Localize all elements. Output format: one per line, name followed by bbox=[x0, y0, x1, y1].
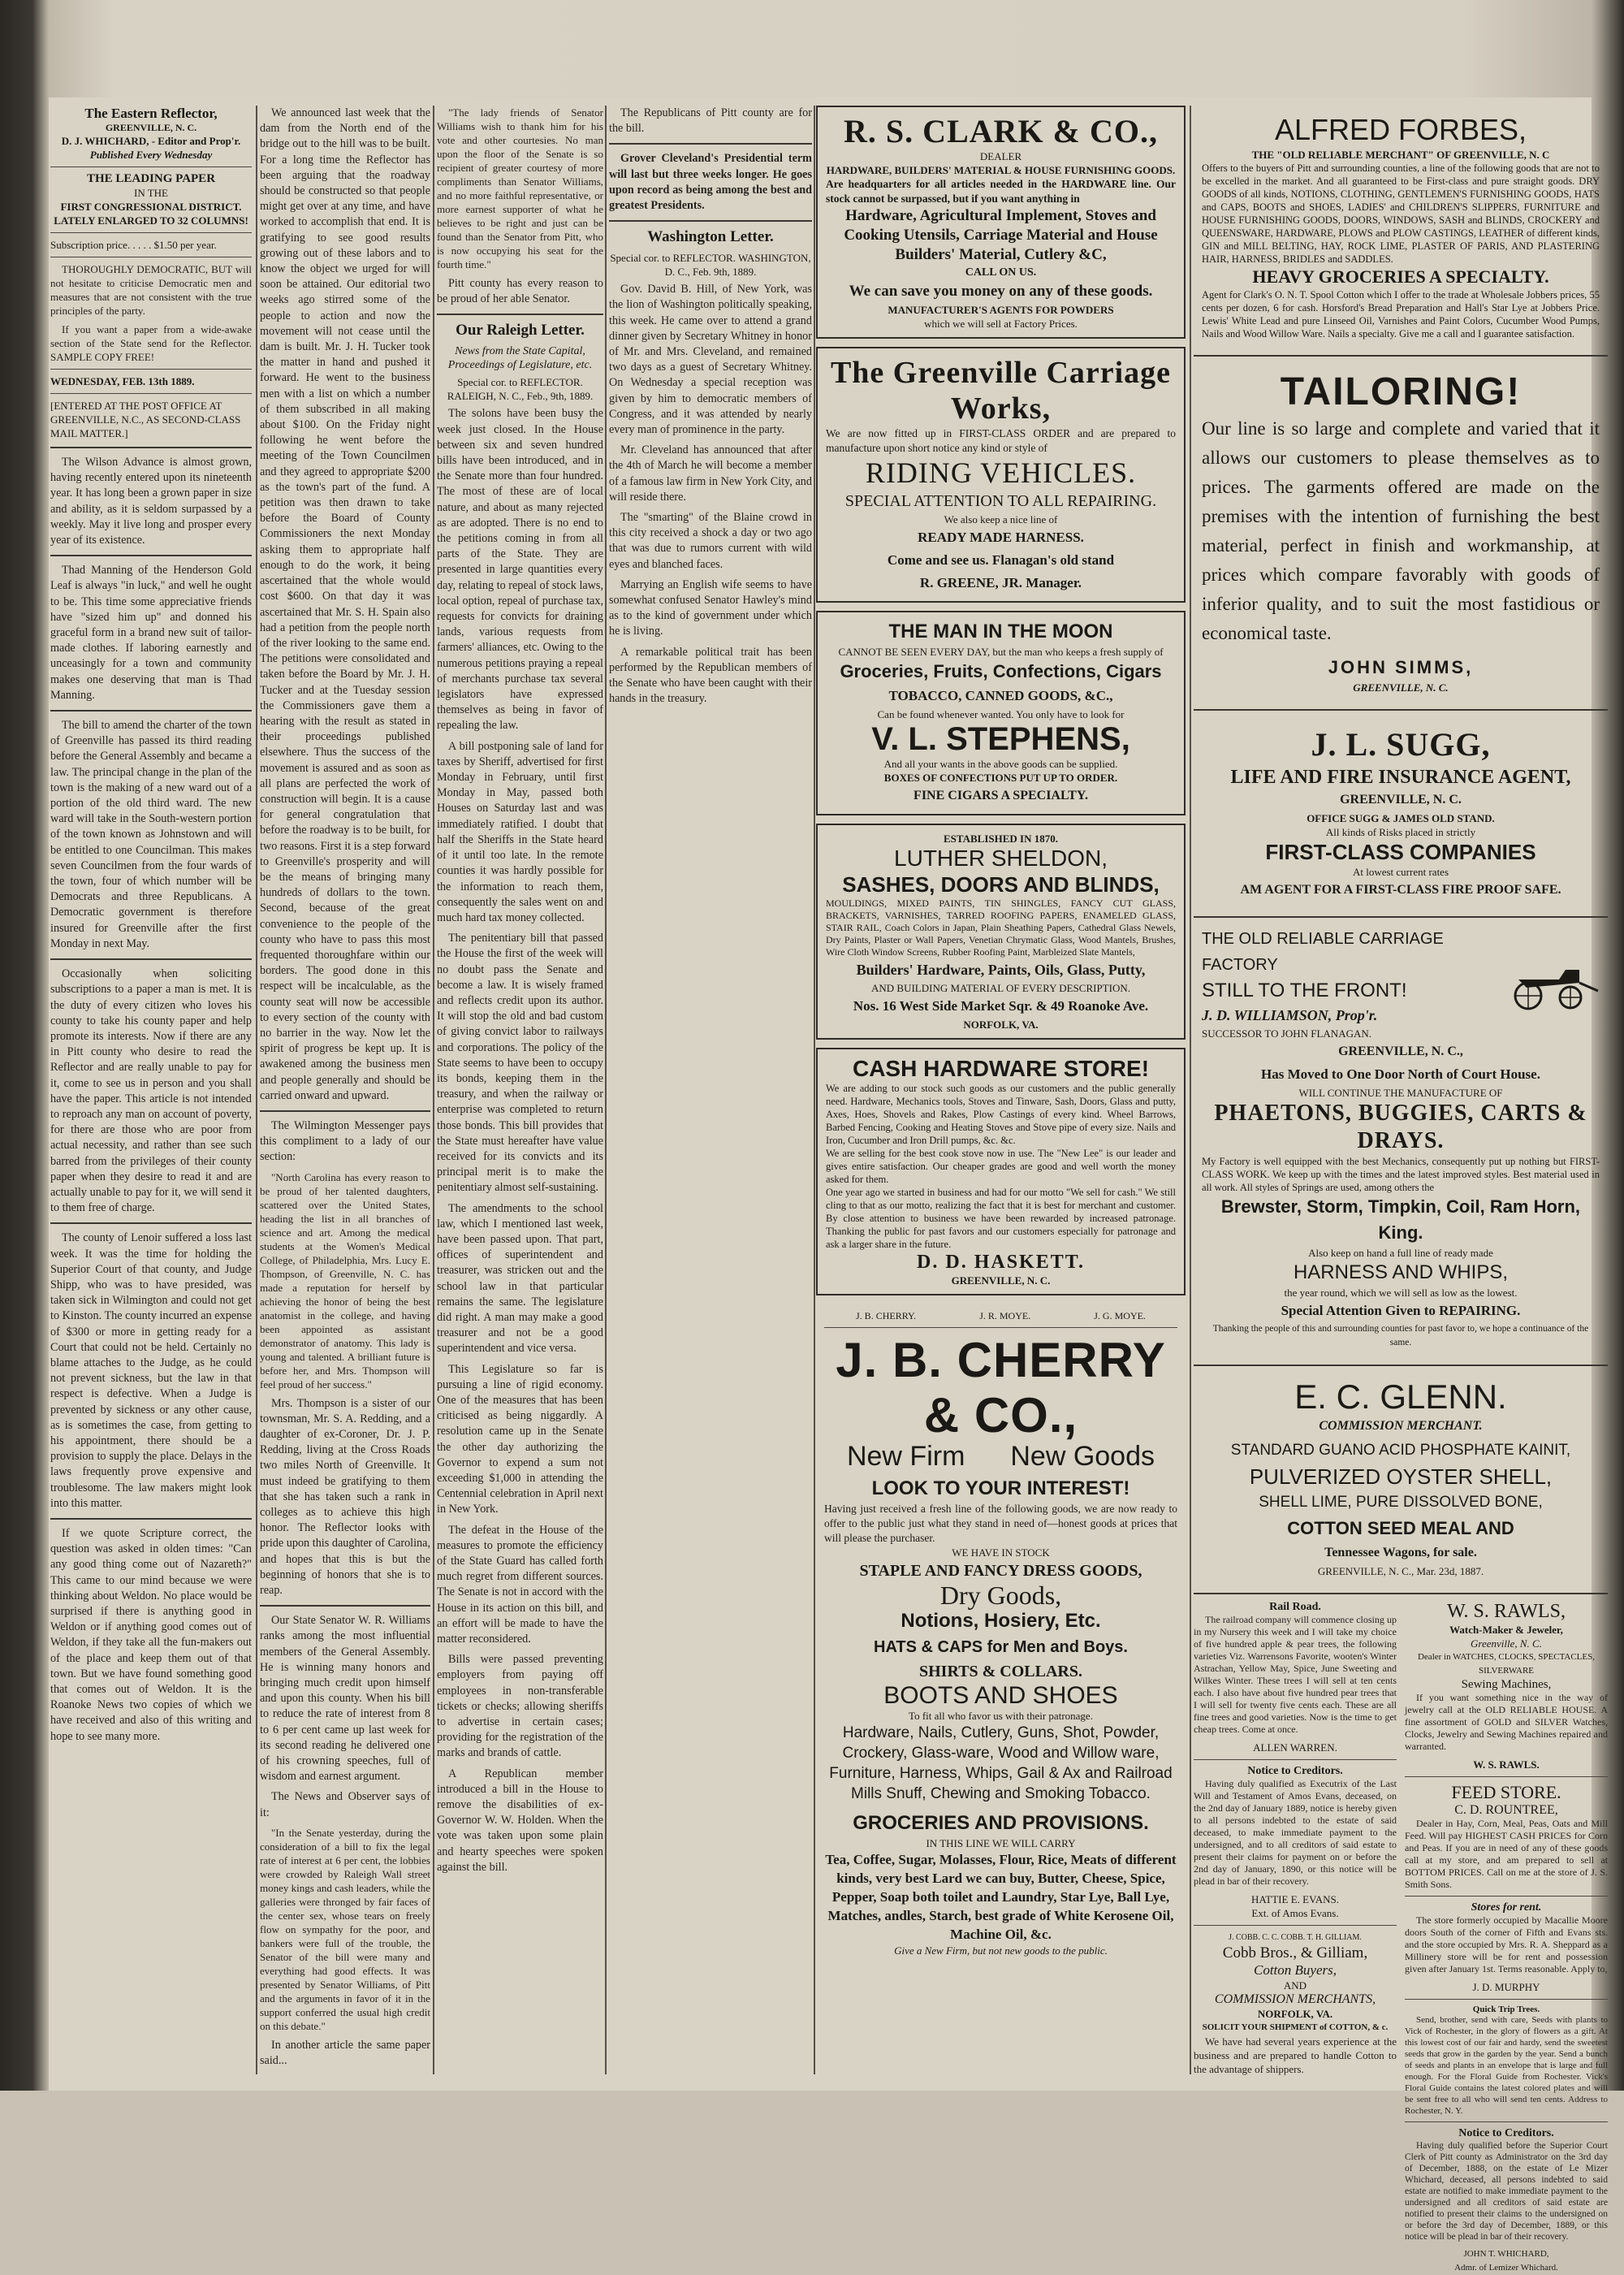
cherry-interest: LOOK TO YOUR INTEREST! bbox=[871, 1477, 1130, 1499]
article-paragraph: In another article the same paper said... bbox=[260, 2038, 430, 2068]
williamson-line: My Factory is well equipped with the best Mechanics, consequently put up nothing but FIRST-CLASS WORK. We keep up with the times and the latest improved styles. Best material used in all work. All styles of Springs are used, among others the bbox=[1202, 1156, 1600, 1193]
column-rule bbox=[1190, 106, 1191, 2074]
tagline: LATELY ENLARGED TO 32 COLUMNS! bbox=[54, 214, 248, 227]
clark-name: R. S. CLARK & CO., bbox=[844, 113, 1158, 149]
washington-letter-title: Washington Letter. bbox=[647, 228, 774, 246]
partner-name: J. G. MOYE. bbox=[1094, 1310, 1146, 1321]
sugg-line: AM AGENT FOR A FIRST-CLASS FIRE PROOF SAFE. bbox=[1240, 883, 1561, 897]
sugg-ad bbox=[1194, 717, 1608, 908]
clark-line: which we will sell at Factory Prices. bbox=[924, 318, 1078, 330]
tailoring-ad bbox=[1194, 363, 1608, 701]
carriage-works-line: We are now fitted up in FIRST-CLASS ORDER and are prepared to manufacture upon short notice any kind or style of bbox=[826, 427, 1176, 454]
moon-line: CANNOT BE SEEN EVERY DAY, but the man who keeps a fresh supply of bbox=[838, 646, 1164, 658]
tailoring-city: GREENVILLE, N. C. bbox=[1353, 681, 1449, 694]
article-paragraph: Bills were passed preventing employers from paying off employees in non-transferable tickets or checks; allowing sheriffs to advertise in certain cases; providing for the registration of the marks and brands of cattle. bbox=[437, 1653, 603, 1760]
moon-stephens: V. L. STEPHENS, bbox=[871, 721, 1130, 757]
carriage-works-line: SPECIAL ATTENTION TO ALL REPAIRING. bbox=[844, 492, 1157, 510]
cherry-fit: To fit all who favor us with their patronage. bbox=[909, 1710, 1093, 1722]
clark-ad bbox=[816, 106, 1186, 339]
tailoring-signature: JOHN SIMMS, bbox=[1328, 657, 1474, 677]
quoted-paragraph: "North Carolina has every reason to be proud of her talented daughters, scattered over the United States, heading the list in all branches of science and art. Among the medical students at the Women's Medical College, of Philadelphia, Mrs. Lucy E. Thompson, of Greenville, N. C. has made a reputation for herself by achieving the honor of being the best anatomist in the college, and having been appointed as assistant demonstrator of anatomy. This lady is young and talented. A brilliant future is before her, and Mrs. Thompson will feel proud of her success." bbox=[260, 1170, 430, 1391]
williamson-line: STILL TO THE FRONT! bbox=[1202, 980, 1407, 1001]
sheldon-ad bbox=[816, 824, 1186, 1040]
creditors-title: Notice to Creditors. bbox=[1247, 1765, 1343, 1777]
cherry-shirts: SHIRTS & COLLARS. bbox=[918, 1663, 1082, 1680]
carriage-works-line: READY MADE HARNESS. bbox=[918, 530, 1084, 545]
sheldon-line: SASHES, DOORS AND BLINDS, bbox=[842, 872, 1160, 897]
sheldon-name: LUTHER SHELDON, bbox=[894, 846, 1108, 871]
column-rule bbox=[256, 106, 257, 2074]
railroad-signature: ALLEN WARREN. bbox=[1253, 1741, 1337, 1754]
williamson-ad bbox=[1194, 924, 1608, 1356]
haskett-signature: D. D. HASKETT. bbox=[917, 1252, 1085, 1273]
williamson-line: PHAETONS, BUGGIES, CARTS & DRAYS. bbox=[1214, 1101, 1587, 1153]
cherry-ad bbox=[816, 1304, 1186, 1964]
column-3 bbox=[609, 106, 812, 2074]
column-rule bbox=[433, 106, 434, 2074]
carriage-works-name: The Greenville Carriage Works, bbox=[830, 356, 1172, 426]
article-paragraph: A Republican member introduced a bill in the House to remove the disabilities of ex-Governor W. W. Holden. When the vote was taken upon some plain and hearty speeches were spoken against the bill. bbox=[437, 1767, 603, 1874]
rent-signature: J. D. MURPHY bbox=[1472, 1981, 1540, 1993]
cherry-name: J. B. CHERRY & CO., bbox=[836, 1333, 1166, 1442]
washington-dateline: Special cor. to REFLECTOR. WASHINGTON, D. C., Feb. 9th, 1889. bbox=[610, 252, 811, 279]
haskett-body: We are selling for the best cook stove now in use. The "New Lee" is our leader and gives entire satisfaction. Our cheaper grades are good and well worth the money asked for them. bbox=[826, 1148, 1176, 1185]
trees-title: Quick Trip Trees. bbox=[1472, 2005, 1540, 2014]
tagline: THE LEADING PAPER bbox=[86, 172, 216, 185]
glenn-line: SHELL LIME, PURE DISSOLVED BONE, bbox=[1259, 1494, 1543, 1511]
small-notices-left bbox=[1194, 1601, 1397, 2275]
column-rule bbox=[814, 106, 815, 2074]
williamson-line: THE OLD RELIABLE CARRIAGE FACTORY bbox=[1202, 930, 1444, 974]
glenn-name: E. C. GLENN. bbox=[1294, 1378, 1507, 1416]
williamson-line: Thanking the people of this and surrounding counties for past favor to, we hope a continuance of the same. bbox=[1212, 1324, 1589, 1347]
carriage-works-line: R. GREENE, JR. Manager. bbox=[919, 575, 1082, 590]
williamson-line: J. D. WILLIAMSON, Prop'r. bbox=[1202, 1007, 1378, 1023]
article-paragraph: Mr. Cleveland has announced that after the 4th of March he will become a member of a famous law firm in New York City, and will reside there. bbox=[609, 443, 812, 504]
raleigh-letter-title: Our Raleigh Letter. bbox=[456, 322, 585, 340]
tagline: FIRST CONGRESSIONAL DISTRICT. bbox=[60, 201, 242, 213]
column-rule bbox=[605, 106, 607, 2074]
cherry-inline: IN THIS LINE WE WILL CARRY bbox=[926, 1837, 1076, 1849]
glenn-ad bbox=[1194, 1373, 1608, 1585]
cherry-groceries: GROCERIES AND PROVISIONS. bbox=[853, 1812, 1149, 1834]
article-paragraph: The penitentiary bill that passed the House the first of the week will no doubt pass the Senate and become a law. It is wisely framed and reflects credit upon its author. It will stop the old and bad custom of giving convict labor to railways and corporations. The policy of the State seems to have been to occupy its bonds, keeping them in the treasury, and when the railway or enterprise was completed to return those bonds. This bill provides that the State must hereafter have value received for its convicts and its principal merit is to make the penitentiary almost self-sustaining. bbox=[437, 932, 603, 1195]
sugg-line: All kinds of Risks placed in strictly bbox=[1325, 826, 1476, 838]
rent-body: The store formerly occupied by Macallie Moore doors South of the corner of Fifth and Evans sts. and the store occupied by Mrs. R. A. Sheppard as a Millinery store will be for rent and possession given after January 1st. Terms reasonable. Apply to, bbox=[1405, 1914, 1608, 1974]
haskett-name: CASH HARDWARE STORE! bbox=[852, 1056, 1150, 1081]
haskett-body: One year ago we started in business and had for our motto "We sell for cash." We still cling to that as our motto, realizing the fact that it is best for merchant and customer. By close attention to business we have been rewarded by increased patronage. Thanking the public for past favors and our customers especially for patronage and ask a larger share in the future. bbox=[826, 1187, 1176, 1250]
feed-name: C. D. ROUNTREE, bbox=[1454, 1803, 1558, 1817]
glenn-line: COTTON SEED MEAL AND bbox=[1287, 1518, 1514, 1538]
partner-name: J. B. CHERRY. bbox=[856, 1310, 917, 1321]
cherry-boots: BOOTS AND SHOES bbox=[883, 1682, 1118, 1709]
moon-line: BOXES OF CONFECTIONS PUT UP TO ORDER. bbox=[883, 772, 1118, 784]
clark-dealer: DEALER bbox=[979, 150, 1022, 162]
article-paragraph: Our State Senator W. R. Williams ranks among the most influential members of the General Assembly. He is winning many honors and bringing much credit upon himself and upon this county. When his bill to reduce the rate of interest from 8 to 6 per cent came up last week for its second reading he delivered one of his crowning speeches, full of wisdom and earnest argument. bbox=[260, 1614, 430, 1784]
forbes-body: Offers to the buyers of Pitt and surrounding counties, a line of the following goods that are not to be excelled in the market. And all guaranteed to be First-class and pure straight goods. DRY GOODS of all kinds, NOTIONS, CLOTHING, GENTLEMEN'S FURNISHING GOODS, HATS and CAPS, BOOTS and SHOES, LADIES' and CHILDREN'S SLIPPERS, FURNITURE and HOUSE FURNISHING GOODS, DOORS, WINDOWS, SASH and BLINDS, CROCKERY and QUEENSWARE, HARDWARE, PLOWS and PLOW CASTINGS, LEATHER of different kinds, GIN and MILL BELTING, HAY, ROCK LIME, PLASTER OF PARIS, AND PLASTERING HAIR, HARNESS, BRIDLES and SADDLES. bbox=[1202, 162, 1600, 265]
rawls-signature: W. S. RAWLS. bbox=[1473, 1758, 1540, 1771]
sugg-line: LIFE AND FIRE INSURANCE AGENT, bbox=[1230, 767, 1571, 788]
issue-date: WEDNESDAY, FEB. 13th 1889. bbox=[50, 375, 195, 387]
article-paragraph: The Wilmington Messenger pays this compliment to a lady of our section: bbox=[260, 1119, 430, 1164]
tailoring-title: TAILORING! bbox=[1280, 370, 1522, 413]
glenn-line: STANDARD GUANO ACID PHOSPHATE KAINIT, bbox=[1230, 1442, 1571, 1459]
sugg-line: GREENVILLE, N. C. bbox=[1340, 793, 1462, 807]
paper-city: GREENVILLE, N. C. bbox=[105, 122, 197, 133]
clark-line: CALL ON US. bbox=[965, 266, 1037, 279]
forbes-heavy: HEAVY GROCERIES A SPECIALTY. bbox=[1252, 266, 1549, 287]
column-2a bbox=[260, 106, 430, 2074]
quoted-paragraph: "In the Senate yesterday, during the consideration of a bill to fix the legal rate of interest at 6 per cent, the lobbies were crowded by Raleigh Wall street money kings and cash leaders, while the galleries were thronged by fair faces of the center sex, whose tears on freely flow on sympathy for the poor, and bankers were full of the trouble, the Senator of the bill were many and everything had good effects. It was presented by Senator Williams, of Pitt and the arguments in favor of it in the support conferred the usual high credit on this debate." bbox=[260, 1826, 430, 2032]
editor-line: D. J. WHICHARD, - Editor and Prop'r. bbox=[61, 135, 241, 147]
new-firm: New Firm bbox=[846, 1441, 965, 1472]
cobb-line: NORFOLK, VA. bbox=[1257, 2008, 1333, 2020]
williamson-line: Has Moved to One Door North of Court House. bbox=[1261, 1066, 1540, 1082]
man-in-moon-ad bbox=[816, 611, 1186, 815]
cherry-stock: WE HAVE IN STOCK bbox=[952, 1546, 1050, 1559]
feed-body: Dealer in Hay, Corn, Meal, Peas, Oats and Mill Feed. Will pay HIGHEST CASH PRICES for Corn and Peas. If you are in need of any of these goods call at my store, and am prepared to sell at BOTTOM PRICES. Call on me at the store of J. S. Smith Sons. bbox=[1405, 1818, 1608, 1890]
glenn-line: GREENVILLE, N. C., Mar. 23d, 1887. bbox=[1317, 1565, 1484, 1577]
tagline: IN THE bbox=[133, 187, 168, 199]
glenn-line: Tennessee Wagons, for sale. bbox=[1324, 1546, 1477, 1559]
article-paragraph: A remarkable political trait has been performed by the Republican members of the Senate who have been caught with their hands in the treasury. bbox=[609, 645, 812, 706]
democratic-notice: THOROUGHLY DEMOCRATIC, BUT will not hesitate to criticise Democratic men and measures that are not consistent with the true principles of the party. bbox=[50, 263, 252, 317]
williamson-line: GREENVILLE, N. C., bbox=[1338, 1045, 1463, 1058]
rawls-line: Watch-Maker & Jeweler, bbox=[1449, 1624, 1563, 1636]
forbes-line: THE "OLD RELIABLE MERCHANT" OF GREENVILLE, N. C bbox=[1251, 149, 1550, 161]
raleigh-dateline: Special cor. to REFLECTOR. RALEIGH, N. C., Feb., 9th, 1889. bbox=[447, 376, 594, 403]
creditors2-body: Having duly qualified before the Superior Court Clerk of Pitt county as Administrator on the 3rd day of December, 1888, on the estate of Le Mizer Whichard, deceased, all persons indebted to said estate are notified to make immediate payment to the undersigned and all creditors of said estate are notified to present their claims to the undersigned on or before the 3rd day of December, 1889, or this notice will be plead in bar of their recovery. bbox=[1405, 2141, 1608, 2242]
williamson-line: Also keep on hand a full line of ready made bbox=[1308, 1247, 1493, 1259]
published-line: Published Every Wednesday bbox=[89, 149, 213, 161]
williamson-line: SUCCESSOR TO JOHN FLANAGAN. bbox=[1202, 1027, 1372, 1040]
carriage-icon bbox=[1502, 955, 1600, 1012]
cobb-line: Cotton Buyers, bbox=[1254, 1962, 1337, 1978]
sugg-name: J. L. SUGG, bbox=[1311, 726, 1491, 763]
small-notices-right bbox=[1405, 1601, 1608, 2275]
moon-line: FINE CIGARS A SPECIALTY. bbox=[914, 789, 1088, 802]
rawls-line: Sewing Machines, bbox=[1461, 1678, 1552, 1691]
moon-line: Groceries, Fruits, Confections, Cigars bbox=[840, 661, 1162, 681]
new-goods: New Goods bbox=[1010, 1441, 1155, 1472]
article-paragraph: The defeat in the House of the measures to promote the efficiency of the State Guard has called forth much regret from different sources. The Senate is not in accord with the House in its action on this bill, and an effort will be made to have the matter reconsidered. bbox=[437, 1523, 603, 1646]
subscription-price: Subscription price. . . . . $1.50 per year. bbox=[50, 239, 217, 251]
cherry-hardware: Hardware, Nails, Cutlery, Guns, Shot, Powder, Crockery, Glass-ware, Wood and Willow ware, Furniture, Harness, Whips, Gail & Ax and Railroad Mills Snuff, Chewing and Smoking Tobacco. bbox=[829, 1724, 1173, 1802]
glenn-line: COMMISSION MERCHANT. bbox=[1319, 1419, 1483, 1433]
sheldon-line: NORFOLK, VA. bbox=[963, 1019, 1039, 1031]
cobb-line: COMMISSION MERCHANTS, bbox=[1214, 1992, 1376, 2006]
article-paragraph: The "smarting" of the Blaine crowd in this city received a shock a day or two ago that was due to rumors current with wild eyes and blanched faces. bbox=[609, 511, 812, 571]
sugg-line: FIRST-CLASS COMPANIES bbox=[1265, 840, 1536, 864]
williamson-line: HARNESS AND WHIPS, bbox=[1293, 1261, 1509, 1283]
haskett-ad bbox=[816, 1048, 1186, 1295]
creditors-signature: Ext. of Amos Evans. bbox=[1251, 1907, 1339, 1919]
sheldon-line: AND BUILDING MATERIAL OF EVERY DESCRIPTION. bbox=[871, 982, 1130, 994]
railroad-title: Rail Road. bbox=[1269, 1601, 1321, 1613]
clark-line: HARDWARE, BUILDERS' MATERIAL & HOUSE FURNISHING GOODS. bbox=[826, 164, 1176, 176]
cobb-partners: J. COBB. C. C. COBB. T. H. GILLIAM. bbox=[1229, 1933, 1362, 1942]
cleveland-note: Grover Cleveland's Presidential term will last but three weeks longer. He goes upon record as being among the best and greatest Presidents. bbox=[609, 152, 812, 213]
article-paragraph: Marrying an English wife seems to have somewhat confused Senator Hawley's mind as to the kind of government under which he is living. bbox=[609, 577, 812, 638]
article-paragraph: The amendments to the school law, which I mentioned last week, have been passed upon. That part, offices of superintendent and treasurer, was stricken out and the school law in that particular remains the same. The legislature did right. A man may make a good treasurer and not be a good superintendent and vice versa. bbox=[437, 1201, 603, 1356]
rawls-line: Dealer in WATCHES, CLOCKS, SPECTACLES, SILVERWARE bbox=[1417, 1652, 1595, 1676]
article-paragraph: Mrs. Thompson is a sister of our townsman, Mr. S. A. Redding, and a daughter of ex-Coroner, Dr. J. P. Redding, living at the Cross Roads two miles North of Greenville. It must indeed be gratifying to them that she has taken such a rank in colleges as to achieve this high honor. The Reflector looks with pride upon this daughter of Carolina, and hopes that this is but the beginning of honors that she is to reap. bbox=[260, 1396, 430, 1598]
cherry-new bbox=[824, 1441, 1177, 1472]
sample-notice: If you want a paper from a wide-awake section of the State send for the Reflector. SAMPLE COPY FREE! bbox=[50, 323, 252, 363]
williamson-line: Brewster, Storm, Timpkin, Coil, Ram Horn, King. bbox=[1220, 1196, 1581, 1243]
article-paragraph: Thad Manning of the Henderson Gold Leaf is always "in luck," and well he ought to be. This time some appreciative friends have "sized him up" and donned his graceful form in a brand new suit of tailor-made clothes. If laboring earnestly and unceasingly for a town and community makes one deserving that man is Thad Manning. bbox=[50, 564, 252, 702]
cobb-line: SOLICIT YOUR SHIPMENT of COTTON, & c. bbox=[1202, 2022, 1389, 2032]
williamson-header bbox=[1202, 926, 1600, 1040]
carriage-works-line: Come and see us. Flanagan's old stand bbox=[887, 552, 1115, 568]
sheldon-est: ESTABLISHED IN 1870. bbox=[944, 833, 1058, 845]
cherry-intro: Having just received a fresh line of the following goods, we are now ready to offer to the public just what they stand in need of—honest goods at prices that will please the purchaser. bbox=[824, 1503, 1177, 1544]
article-paragraph: The Wilson Advance is almost grown, having recently entered upon its nineteenth year. It has long been a grown paper in size and ability, as it is seldom surpassed by a weekly. May it live long and prosper every year of its existence. bbox=[50, 456, 252, 547]
column-1 bbox=[50, 106, 252, 2074]
column-2b bbox=[437, 106, 603, 2074]
forbes-body2: Agent for Clark's O. N. T. Spool Cotton which I offer to the trade at Wholesale Jobbers prices, 55 cents per dozen, 6 for cash. Horsford's Bread Preparation and Hall's Star Lye at Jobbers Price. Lewis' White Lead and pure Linseed Oil, Varnishes and Paint Colors, Cucumber Wood Pumps, Nails and Wood Willow Ware. Nails a specialty. Give me a call and I guarantee satisfaction. bbox=[1202, 289, 1600, 340]
creditors2-signature: Admr. of Lemizer Whichard. bbox=[1454, 2263, 1558, 2273]
cherry-grolist: Tea, Coffee, Sugar, Molasses, Flour, Rice, Meats of different kinds, very best Lard we can buy, Butter, Cheese, Spice, Pepper, Soap both toilet and Laundry, Star Lye, Ball Lye, Matches, andles, Starch, best grade of White Kerosene Oil, Machine Oil, &c. bbox=[825, 1852, 1177, 1942]
quoted-paragraph: "The lady friends of Senator Williams wish to thank him for his vote and other courtesies. No man upon the floor of the Senate is so recipient of greater courtesy of more compliments than Senator Williams, and no more faithful representative, or more earnest supporter of what he believes to be right and just can be found than the Senator from Pitt, who is now occupying his seat for the fourth time." bbox=[437, 106, 603, 270]
cobb-name: Cobb Bros., & Gilliam, bbox=[1222, 1944, 1368, 1961]
article-paragraph: The solons have been busy the week just closed. In the House between six and seven hundred bills have been introduced, and in the Senate more than four hundred. The most of these are of local nature, and about as many rejected as are adopted. There is no end to the petitions coming in from all parts of the State. They are presented in large quantities every day, relating to repeal of stock laws, local option, repeal of purchase tax, requests for convicts for draining lands, various requests from farmers' alliances, etc. Owing to the numerous petitions praying a repeal of merchants purchase tax several legislators have expressed themselves as being in favor of repealing the law. bbox=[437, 407, 603, 733]
feed-title: FEED STORE. bbox=[1451, 1782, 1561, 1802]
article-paragraph: The bill to amend the charter of the town of Greenville has passed its third reading before the General Assembly and became a law. The principal change in the plan of the town is the making of a new ward out of a portion of the old third ward. The new ward will take in the South-western portion of the town known as Johnstown and will be entitled to one Councilman. This makes seven Councilmen from the four wards of the town, four of which number will be Democrats and three Republicans. A Democratic government is therefore insured for Greenville after the first Monday in next May. bbox=[50, 719, 252, 950]
rawls-body: If you want something nice in the way of jewelry call at the OLD RELIABLE HOUSE. A fine assortment of GOLD and SILVER Watches, Clocks, Jewelry and Sewing Machines repaired and warranted. bbox=[1405, 1692, 1608, 1752]
cherry-dry: Dry Goods, bbox=[939, 1581, 1062, 1610]
creditors2-signature: JOHN T. WHICHARD, bbox=[1463, 2249, 1549, 2259]
article-paragraph: We announced last week that the dam from the North end of the bridge out to the hill was to be built. For a long time the Reflector has been arguing that the roadway should be constructed so that people might get over at any time, and have worked to accomplish that end. It is gratifying to see good results growing out of these labors and to know the object we urged for will soon be attained. Our editorial two weeks ago stirred some of the people to action and now the movement will not cease until the dam is built. Mr. J. H. Tucker took the matter in hand and pushed it forward. He went to the business men with a list on which a number of them subscribed in all making about $100. On the Friday night following he went before the meeting of the Town Councilmen and they agreed to appropriate $200 as the town's part of the fund. A petition was then drawn to take before the Board of County Commissioners the next Monday asking them to appropriate half enough to do the work, it being ascertained that the whole would cost $600. On that day it was ascertained that Mr. S. H. Spain also had a petition from the people north of the river looking to the same end. The petitions were consolidated and taken before the Board by Mr. J. H. Tucker and at the Tuesday session the Commissioners gave them a hearing with the result as stated in their proceedings published elsewhere. Thus the success of the movement is assured and as soon as all plans are perfected the work of construction will begin. It is a cause for general congratulation that before the roadway is to be built, for two reasons. First it is a step forward to Greenville's prosperity and will be the means of bringing many hundreds of dollars to the town. Second, because of the great convenience to the people of the county who have to pass this most frequented thoroughfare within our borders. The good done in this respect will be incalculable, as the county seat will now be accessible to every section of the county with no barrier in the way. Now let the spirit of progress be kept up. It is awakened among the business men and people generally and should be carried onward and upward. bbox=[260, 106, 430, 1102]
clark-line: We can save you money on any of these goods. bbox=[849, 283, 1153, 300]
creditors-body: Having duly qualified as Executrix of the Last Will and Testament of Amos Evans, deceased, on the 2nd day of January 1889, notice is hereby given to all persons indebted to the estate of said deceased, to make immediate payment to the undersigned, and to all creditors of said estate to present their claims for payment on or before the 2nd day of January, 1890, or this notice will be plead in bar of their recovery. bbox=[1194, 1778, 1397, 1887]
clark-line: Hardware, Agricultural Implement, Stoves and Cooking Utensils, Carriage Material and House Builders' Material, Cutlery &C, bbox=[844, 207, 1158, 263]
column-4-ads bbox=[816, 106, 1186, 2074]
article-paragraph: Occasionally when soliciting subscriptions to a paper a man is met. It is the duty of every citizen who loves his county to take his county paper and help promote its interests. Now if there are any in Pitt county who desire to read the Reflector and are really unable to pay for it, come to see us in person and you shall have the paper. This article is not intended to reproach any man on account of poverty, for there are those who are poor from actual necessity, and rather than see such barred from the privileges of their county paper when they desire to read it and are actually unable to pay for it, we will send it to them free of charge. bbox=[50, 967, 252, 1215]
article-paragraph: If we quote Scripture correct, the question was asked in olden times: "Can any good thing come out of Nazareth?" This came to our mind because we were thinking about Weldon. No place would be surprised if there is anything good in Weldon or if anything good comes out of Weldon, if they take all the fun-makers out of the place and keep them out of that town. But we have found something good that comes out of Weldon. It is the Roanoke News two copies of which we have received and also of this writing and hope to see many more. bbox=[50, 1527, 252, 1743]
carriage-works-line: RIDING VEHICLES. bbox=[865, 456, 1137, 489]
cherry-hats: HATS & CAPS for Men and Boys. bbox=[874, 1638, 1128, 1656]
article-paragraph: The county of Lenoir suffered a loss last week. It was the time for holding the Superior Court of that county, and Judge Shipp, who was to have presided, was taken sick in Wilmington and could not get to Kinston. The county incurred an expense of $300 or more in getting ready for a Court that could not be held. Certainly no blame attaches to the Judge, as he could not prevent sickness, but the law in that respect is defective. When a Judge is prevented by sickness or any other cause, as is sometimes the case, from getting to his appointment, there should be a provision to supply the place. Delays in the laws frequently prove expensive and troublesome. The law makers might look into this matter. bbox=[50, 1231, 252, 1510]
clark-line: Are headquarters for all articles needed in the HARDWARE line. Our stock cannot be surpassed, but if you want anything in bbox=[826, 178, 1176, 205]
haskett-city: GREENVILLE, N. C. bbox=[951, 1274, 1051, 1287]
sugg-line: At lowest current rates bbox=[1352, 866, 1449, 878]
article-paragraph: Pitt county has every reason to be proud of her able Senator. bbox=[437, 277, 603, 306]
column-5-ads bbox=[1194, 106, 1608, 2273]
sheldon-line: MOULDINGS, MIXED PAINTS, TIN SHINGLES, FANCY CUT GLASS, BRACKETS, VARNISHES, TARRED ROOFING PAPERS, ENAMELED GLASS, STAIR RAIL, Coach Colors in Japan, Plain Sheathing Papers, Cathedral Glass Newels, Dry Paints, Plaster or Wall Papers, Venetian Chrymatic Glass, Wood Mantels, Brushes, Wire Cloth Window Screens, Rubber Roofing Paint, Marbleized Slate Mantels, bbox=[826, 897, 1176, 958]
raleigh-letter-subtitle: News from the State Capital, Proceedings of Legislature, etc. bbox=[447, 345, 593, 372]
moon-line: And all your wants in the above goods can be supplied. bbox=[883, 758, 1118, 770]
sheldon-line: Nos. 16 West Side Market Sqr. & 49 Roanoke Ave. bbox=[853, 998, 1149, 1014]
article-paragraph: A bill postponing sale of land for taxes by Sheriff, advertised for first Monday in February, until first Monday in May, passed both Houses on Saturday last and was immediately ratified. I doubt that half the Sheriffs in the State heard of it until too late. In the remote counties it was hardly possible for the information to reach them, consequently the sales went on and much hard tax money collected. bbox=[437, 739, 603, 924]
forbes-ad bbox=[1194, 106, 1608, 347]
cherry-staple: STAPLE AND FANCY DRESS GOODS, bbox=[859, 1562, 1142, 1580]
post-office-entry: [ENTERED AT THE POST OFFICE AT GREENVILLE, N.C., AS SECOND-CLASS MAIL MATTER.] bbox=[50, 400, 241, 439]
creditors-signature: HATTIE E. EVANS. bbox=[1250, 1893, 1340, 1905]
cherry-footer: Give a New Firm, but not new goods to the public. bbox=[894, 1944, 1108, 1957]
glenn-line: PULVERIZED OYSTER SHELL, bbox=[1249, 1464, 1553, 1489]
rawls-line: Greenville, N. C. bbox=[1471, 1637, 1542, 1650]
article-paragraph: Gov. David B. Hill, of New York, was the lion of Washington politically speaking, this week. He came over to attend a grand dinner given by Secretary Whitney in honor of Mr. and Mrs. Cleveland, and remained two days as a guest of Secretary Whitney. On Wednesday a special reception was given by him to democratic members of Congress, and it was attended by nearly every man of prominence in the party. bbox=[609, 283, 812, 437]
sugg-line: OFFICE SUGG & JAMES OLD STAND. bbox=[1307, 812, 1495, 824]
cherry-notions: Notions, Hosiery, Etc. bbox=[901, 1610, 1101, 1632]
williamson-line: WILL CONTINUE THE MANUFACTURE OF bbox=[1298, 1087, 1503, 1099]
haskett-body: We are adding to our stock such goods as our customers and the public generally need. Hardware, Mechanics tools, Stoves and Tinware, Sash, Doors, Glass and putty, Axes, Hoes, Shovels and Rakes, Plow Castings of every kind. Wheel Barrows, Barbed Fencing, Cooking and Heating Stoves and Stove pipe of every size. Nails and Iron, Cucumber and Iron Drill pumps, &c. &c. bbox=[826, 1083, 1176, 1146]
creditors2-title: Notice to Creditors. bbox=[1458, 2127, 1554, 2139]
rent-title: Stores for rent. bbox=[1471, 1901, 1542, 1914]
cobb-body: We have had several years experience at the business and are prepared to handle Cotton to the advantage of shippers. bbox=[1194, 2035, 1397, 2075]
article-paragraph: The Republicans of Pitt county are for the bill. bbox=[609, 106, 812, 136]
cherry-partners bbox=[824, 1310, 1177, 1322]
williamson-line: Special Attention Given to REPAIRING. bbox=[1281, 1303, 1521, 1318]
williamson-line: the year round, which we will sell as low as the lowest. bbox=[1284, 1287, 1518, 1299]
article-paragraph: This Legislature so far is pursuing a line of rigid economy. One of the measures that has been criticised as being niggardly. A resolution came up in the Senate the other day authorizing the Governor to expend a sum not exceeding $1,000 in attending the Centennial celebration in April next in New York. bbox=[437, 1362, 603, 1516]
moon-line: Can be found whenever wanted. You only have to look for bbox=[877, 708, 1125, 720]
carriage-works-line: We also keep a nice line of bbox=[944, 513, 1058, 525]
clark-line: MANUFACTURER'S AGENTS FOR POWDERS bbox=[888, 304, 1114, 316]
railroad-body: The railroad company will commence closing up in my Nursery this week and I will take my choice of five hundred apple & pear trees, the following varieties Viz. Warrensons Favorite, wooten's Winter Astrachan, Yellow May, Spice, June Sweeting and Wilkes Winter. These trees I will sell at ten cents each. I also have about five hundred pear trees that I will sell for twenty five cents each. These are all fine trees and good varieties. Now is the time to get cheap trees. Come at once. bbox=[1194, 1614, 1397, 1735]
moon-name: THE MAN IN THE MOON bbox=[888, 621, 1113, 642]
tailoring-body: Our line is so large and complete and varied that it allows our customers to please themselves as to prices. The garments offered are made on the premises with the intention of furnishing the best material, perfect in finish and workmanship, at prices which compare favorably with goods of inferior quality, and to suit the most fastidious or economical taste. bbox=[1202, 418, 1600, 643]
paper-name: The Eastern Reflector, bbox=[84, 106, 218, 121]
partner-name: J. R. MOYE. bbox=[979, 1310, 1031, 1321]
cobb-line: AND bbox=[1283, 1979, 1307, 1992]
sheldon-line: Builders' Hardware, Paints, Oils, Glass, Putty, bbox=[856, 962, 1146, 978]
trees-body: Send, brother, send with care, Seeds with plants to Vick of Rochester, in the glory of flowers as a gift. At this lowest cost of our fair and hardy, send the sweetest seeds that grow in the garden by the year. Send a bunch of seeds and plants in an envelope that is large and full enough. For the Floral Guide from Rochester. Vick's Floral Guide contains the latest colored plates and will be sent free to all who will send ten cents. Address to Rochester, N. Y. bbox=[1405, 2015, 1608, 2116]
moon-line: TOBACCO, CANNED GOODS, &C., bbox=[888, 688, 1113, 703]
forbes-name: ALFRED FORBES, bbox=[1274, 113, 1527, 146]
rawls-name: W. S. RAWLS, bbox=[1447, 1601, 1566, 1622]
small-notices bbox=[1194, 1601, 1608, 2275]
article-paragraph: The News and Observer says of it: bbox=[260, 1790, 430, 1819]
carriage-works-ad bbox=[816, 347, 1186, 603]
